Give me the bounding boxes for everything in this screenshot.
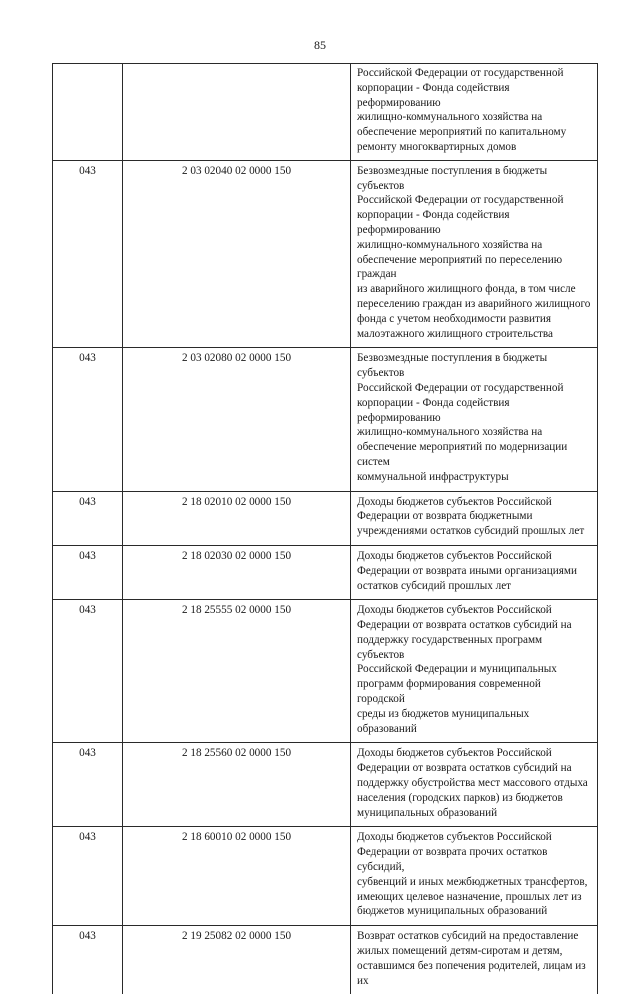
revenue-name-line: бюджетов муниципальных образований	[357, 905, 548, 918]
revenue-name-line: Российской Федерации от государственной	[357, 67, 564, 79]
revenue-name-cell	[351, 926, 598, 994]
table-row	[53, 64, 598, 161]
revenue-name-line: переселению граждан из аварийного жилищного	[357, 297, 591, 310]
revenue-name-line: обеспечение мероприятий по капитальному	[357, 126, 567, 139]
revenue-name-line: программ формирования современной городской	[357, 678, 541, 706]
revenue-name-cell	[351, 348, 598, 491]
admin-code-cell: 043	[53, 926, 123, 994]
revenue-name-line: Возврат остатков субсидий на предоставление	[357, 930, 579, 943]
table-row	[53, 827, 598, 926]
table-row	[53, 600, 598, 743]
table-row	[53, 545, 598, 599]
admin-code-cell: 043	[53, 827, 123, 926]
revenue-name-line: оставшимся без попечения родителей, лицам из их	[357, 959, 586, 987]
budget-code-cell: 2 03 02040 02 0000 150	[123, 160, 351, 348]
table-row	[53, 743, 598, 827]
revenue-name-line: муниципальных образований	[357, 806, 498, 819]
revenue-name-line: корпорации - Фонда содействия реформированию	[357, 209, 510, 236]
revenue-name-line: коммунальной инфраструктуры	[357, 470, 509, 483]
revenue-name-line: населения (городских парков) из бюджетов	[357, 791, 563, 804]
revenue-name-line: учреждениями остатков субсидий прошлых лет	[357, 525, 585, 538]
revenue-name-line: корпорации - Фонда содействия реформированию	[357, 81, 510, 109]
admin-code-cell: 043	[53, 160, 123, 348]
revenue-name-line: субвенций и иных межбюджетных трансфертов,	[357, 875, 588, 888]
revenue-name-line: жилищно-коммунального хозяйства на	[357, 238, 543, 251]
revenue-name-line: фонда с учетом необходимости развития	[357, 312, 552, 325]
revenue-name-line: обеспечение мероприятий по модернизации систем	[357, 441, 568, 468]
table-row	[53, 160, 598, 348]
revenue-name-line: поддержку обустройства мест массового отдыха	[357, 777, 588, 790]
revenue-name-line: поддержку государственных программ субъектов	[357, 633, 543, 661]
revenue-name-line: корпорации - Фонда содействия реформированию	[357, 396, 510, 424]
budget-code-cell: 2 18 25555 02 0000 150	[123, 600, 351, 743]
revenue-name-line: Российской Федерации от государственной	[357, 381, 564, 394]
revenue-name-line: жилищно-коммунального хозяйства на	[357, 426, 543, 439]
budget-code-cell: 2 18 02010 02 0000 150	[123, 491, 351, 545]
revenue-name-line: Федерации от возврата бюджетными	[357, 510, 533, 523]
revenue-name-line: Доходы бюджетов субъектов Российской	[357, 604, 552, 617]
table-row	[53, 491, 598, 545]
admin-code-cell: 043	[53, 743, 123, 827]
admin-code-cell: 043	[53, 491, 123, 545]
revenue-name-line: Доходы бюджетов субъектов Российской	[357, 549, 552, 562]
revenue-name-line: из аварийного жилищного фонда, в том числе	[357, 283, 576, 296]
revenue-name-line: Российской Федерации от государственной	[357, 194, 564, 207]
revenue-name-line: малоэтажного жилищного строительства	[357, 327, 554, 340]
revenue-name-line: имеющих целевое назначение, прошлых лет из	[357, 890, 582, 903]
revenue-name-cell	[351, 491, 598, 545]
revenue-codes-table	[52, 63, 598, 994]
revenue-name-line: ремонту многоквартирных домов	[357, 140, 517, 153]
revenue-name-cell	[351, 545, 598, 599]
page-number: 85	[314, 38, 326, 52]
revenue-name-line: обеспечение мероприятий по переселению граждан	[357, 253, 563, 281]
revenue-name-cell	[351, 827, 598, 926]
revenue-name-line: Доходы бюджетов субъектов Российской	[357, 495, 552, 508]
revenue-name-cell	[351, 64, 598, 161]
revenue-name-line: среды из бюджетов муниципальных образований	[357, 707, 530, 735]
table-row	[53, 348, 598, 491]
table-row	[53, 926, 598, 994]
revenue-name-line: Федерации от возврата иными организациями	[357, 564, 577, 577]
revenue-name-line: жилых помещений детям-сиротам и детям,	[357, 945, 563, 958]
budget-code-cell: 2 18 60010 02 0000 150	[123, 827, 351, 926]
budget-code-cell: 2 18 25560 02 0000 150	[123, 743, 351, 827]
revenue-name-cell	[351, 743, 598, 827]
revenue-name-line: остатков субсидий прошлых лет	[357, 579, 512, 592]
budget-code-cell: 2 18 02030 02 0000 150	[123, 545, 351, 599]
revenue-name-line: Федерации от возврата прочих остатков субсидий,	[357, 846, 548, 874]
revenue-name-line: Безвозмездные поступления в бюджеты субъектов	[357, 164, 548, 192]
admin-code-cell: 043	[53, 600, 123, 743]
budget-code-cell: 2 03 02080 02 0000 150	[123, 348, 351, 491]
budget-code-cell: 2 19 25082 02 0000 150	[123, 926, 351, 994]
revenue-name-line: Безвозмездные поступления в бюджеты субъектов	[357, 352, 548, 380]
revenue-name-cell	[351, 600, 598, 743]
admin-code-cell	[53, 64, 123, 161]
revenue-name-line: Доходы бюджетов субъектов Российской	[357, 747, 552, 760]
revenue-name-line: жилищно-коммунального хозяйства на	[357, 111, 543, 124]
revenue-name-cell	[351, 160, 598, 348]
revenue-name-line: Федерации от возврата остатков субсидий на	[357, 762, 572, 775]
budget-code-cell	[123, 64, 351, 161]
admin-code-cell: 043	[53, 545, 123, 599]
revenue-name-line: Доходы бюджетов субъектов Российской	[357, 831, 552, 844]
admin-code-cell: 043	[53, 348, 123, 491]
revenue-name-line: Федерации от возврата остатков субсидий на	[357, 619, 572, 632]
revenue-name-line: Российской Федерации и муниципальных	[357, 663, 557, 676]
